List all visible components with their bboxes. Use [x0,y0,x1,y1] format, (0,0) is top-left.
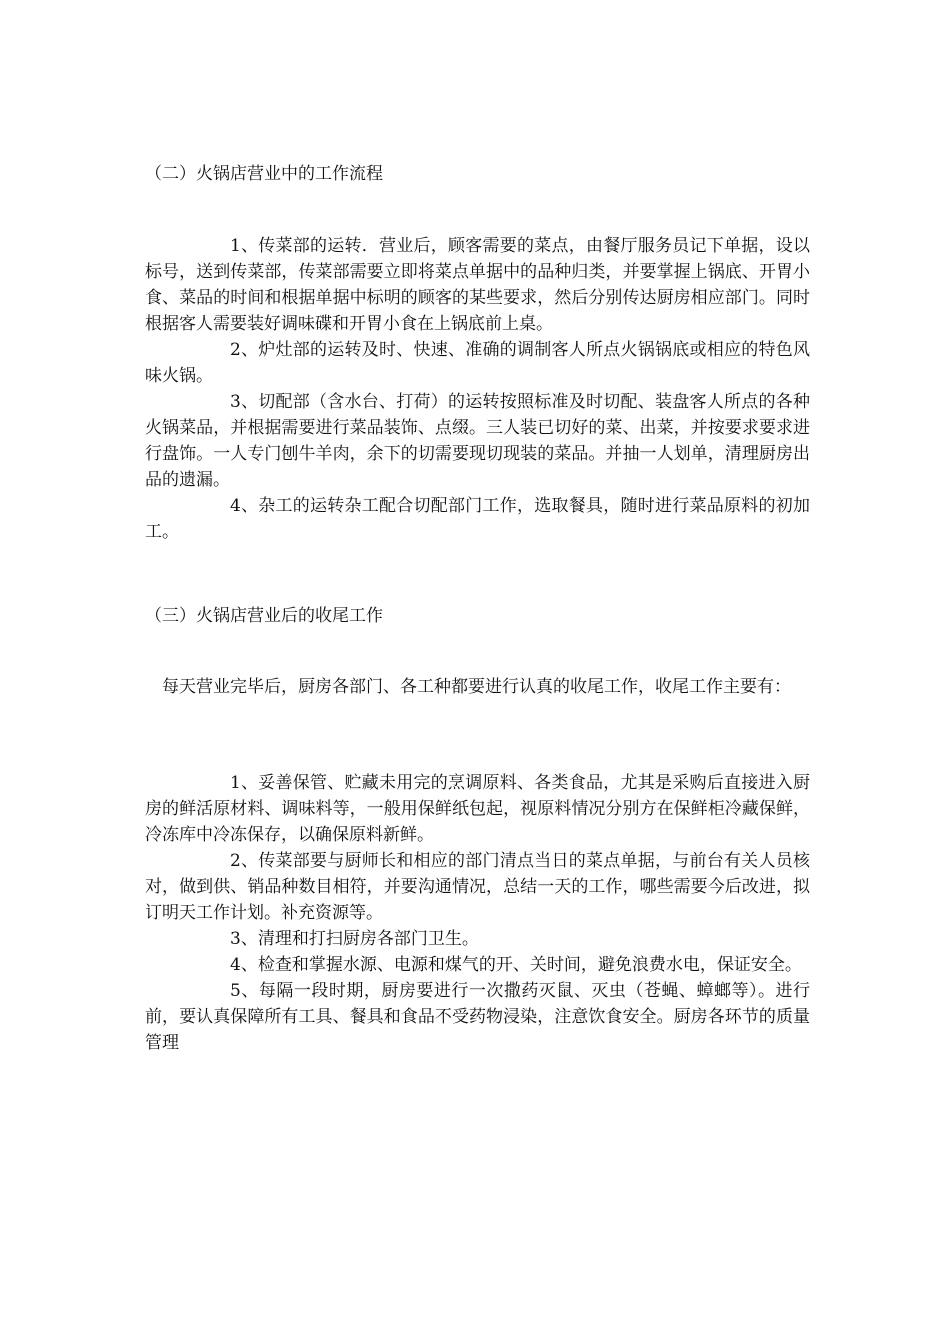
section-2-item-4: 4、杂工的运转杂工配合切配部门工作，选取餐具，随时进行菜品原料的初加工。 [145,496,810,542]
section-2-item-1: 1、传菜部的运转．营业后，顾客需要的菜点，由餐厅服务员记下单据，设以标号，送到传菜部，传菜部需要立即将菜点单据中的品种归类，并要掌握上锅底、开胃小食、菜品的时间和根据单据中标明的顾客的某些要求，然后分别传达厨房相应部门。同时根据客人需要装好调味碟和开胃小食在上锅底前上桌。 [145,236,810,334]
section-3-item-3: 3、清理和打扫厨房各部门卫生。 [230,929,479,949]
section-2-body [145,233,810,545]
section-3-item-2: 2、传菜部要与厨师长和相应的部门清点当日的菜点单据，与前台有关人员核对，做到供、销品种数目相符，并要沟通情况，总结一天的工作，哪些需要今后改进，拟订明天工作计划。补充资源等。 [145,851,810,923]
section-3-item-4: 4、检查和掌握水源、电源和煤气的开、关时间，避免浪费水电，保证安全。 [230,955,802,975]
section-3-body [145,770,810,1056]
section-3-intro: 每天营业完毕后，厨房各部门、各工种都要进行认真的收尾工作，收尾工作主要有： [162,677,791,697]
section-3-heading: （三）火锅店营业后的收尾工作 [145,606,383,626]
section-2-item-2: 2、炉灶部的运转及时、快速、准确的调制客人所点火锅锅底或相应的特色风味火锅。 [145,340,810,386]
section-2-heading: （二）火锅店营业中的工作流程 [145,164,383,184]
section-3-item-1: 1、妥善保管、贮藏未用完的烹调原料、各类食品，尤其是采购后直接进入厨房的鲜活原材料、调味料等，一般用保鲜纸包起，视原料情况分别方在保鲜柜冷藏保鲜，冷冻库中冷冻保存，以确保原料新鲜。 [145,773,810,845]
section-2-item-3: 3、切配部（含水台、打荷）的运转按照标准及时切配、装盘客人所点的各种火锅菜品，并根据需要进行菜品装饰、点缀。三人装已切好的菜、出菜，并按要求要求进行盘饰。一人专门刨牛羊肉，余下的切需要现切现装的菜品。并抽一人划单，清理厨房出品的遗漏。 [145,392,810,490]
section-3-intro-block [145,674,810,700]
section-3-item-5: 5、每隔一段时期，厨房要进行一次撒药灭鼠、灭虫（苍蝇、蟑螂等）。进行前，要认真保障所有工具、餐具和食品不受药物浸染，注意饮食安全。厨房各环节的质量管理 [145,981,810,1053]
